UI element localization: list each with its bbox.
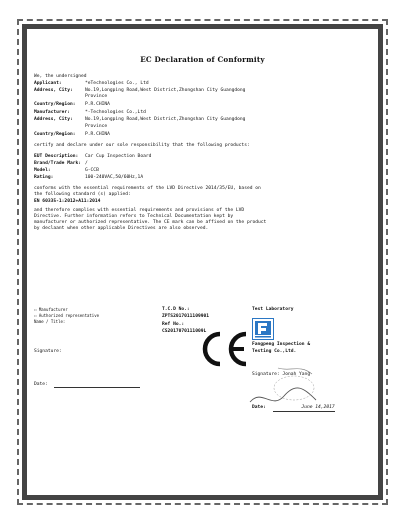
conclusion-text-1: and therefore complies with essential requirements and provisions of the LVD	[34, 208, 245, 213]
manufacturer-country-value: P.R.CHINA	[85, 132, 110, 137]
conclusion-text-3: manufacturer or authorized representative. The CE mark can be affixed on the product	[34, 220, 267, 225]
manufacturer-value: *-Technologies Co.,Ltd	[85, 110, 146, 115]
product-brand-label: Brand/Trade Mark:	[34, 161, 82, 166]
applicant-address-line2: Province	[85, 94, 108, 99]
conform-text-1: conforms with the essential requirements of the LVD Directive 2014/35/EU, based on	[34, 186, 261, 191]
product-model-row	[34, 168, 371, 174]
certificate-body	[34, 36, 371, 488]
manufacturer-country-row	[34, 132, 371, 138]
name-title-label: Name / Title:	[34, 319, 66, 324]
product-desc-value: Car Cup Inspection Board	[85, 154, 152, 159]
manufacturer-address-row	[34, 117, 371, 123]
product-brand-row	[34, 161, 371, 167]
manufacturer-row	[34, 110, 371, 116]
manufacturer-address-label: Address, City:	[34, 117, 73, 122]
product-rating-value: 100-240VAC,50/60Hz,1A	[85, 175, 144, 180]
applicant-country-label: Country/Region:	[34, 102, 76, 107]
standard-applied: EN 60335-1:2012+A11:2014	[34, 199, 101, 204]
applicant-label: Applicant:	[34, 81, 62, 86]
right-date-value: June 14,2017	[273, 405, 335, 412]
ref-label: Ref No.:	[162, 322, 185, 327]
certify-text: certify and declare under our sole responsibility that the following products:	[34, 143, 250, 148]
product-model-value: G-CCB	[85, 168, 99, 173]
manufacturer-checkbox-label: ☐ Manufacturer	[34, 307, 68, 312]
product-desc-row	[34, 154, 371, 160]
applicant-country-value: P.R.CHINA	[85, 102, 110, 107]
left-date-row	[34, 382, 164, 388]
lab-name-1: Fangpeng Inspection &	[252, 342, 311, 347]
left-signature-label: Signature:	[34, 349, 62, 354]
product-model-label: Model:	[34, 168, 51, 173]
lab-name-2: Testing Co.,Ltd.	[252, 349, 297, 354]
right-signature-label: Signature: Jonah Yang	[252, 372, 311, 377]
left-date-line	[54, 387, 140, 388]
product-brand-value: /	[85, 161, 88, 166]
manufacturer-label: Manufacturer:	[34, 110, 70, 115]
manufacturer-address-line2: Province	[85, 124, 108, 129]
conclusion-text-2: Directive. Further information refers to Technical Documentation kept by	[34, 214, 234, 219]
applicant-address-line1: No.19,Longping Road,West District,Zhongshan City Guangdong	[85, 88, 246, 93]
tcd-value: ZPTS2017011109901	[162, 314, 210, 319]
applicant-address-label: Address, City:	[34, 88, 73, 93]
left-date-label: Date:	[34, 382, 48, 387]
intro-text: We, the undersigned	[34, 74, 87, 79]
product-rating-label: Rating:	[34, 175, 54, 180]
signature-stamp-icon	[242, 358, 328, 416]
applicant-value: *eTechnologies Co., Ltd	[85, 81, 149, 86]
applicant-country-row	[34, 102, 371, 108]
lab-label: Test Laboratory	[252, 307, 294, 312]
authorized-rep-checkbox-label: ☐ Authorized representative	[34, 313, 100, 318]
right-date-label: Date:	[252, 405, 266, 410]
page-title: EC Declaration of Conformity	[140, 55, 265, 64]
product-rating-row	[34, 175, 371, 181]
manufacturer-address-line1: No.19,Longping Road,West District,Zhongshan City Guangdong	[85, 117, 246, 122]
tcd-label: T.C.D No.:	[162, 307, 190, 312]
lab-logo-icon	[252, 318, 274, 340]
manufacturer-country-label: Country/Region:	[34, 132, 76, 137]
conclusion-text-4: by declaant when other applicable Directives are also observed.	[34, 226, 209, 231]
conform-text-2: the following standard (s) applied:	[34, 192, 131, 197]
applicant-row	[34, 81, 371, 87]
product-desc-label: EUT Description:	[34, 154, 79, 159]
ref-value: CS2017070111009L	[162, 329, 207, 334]
